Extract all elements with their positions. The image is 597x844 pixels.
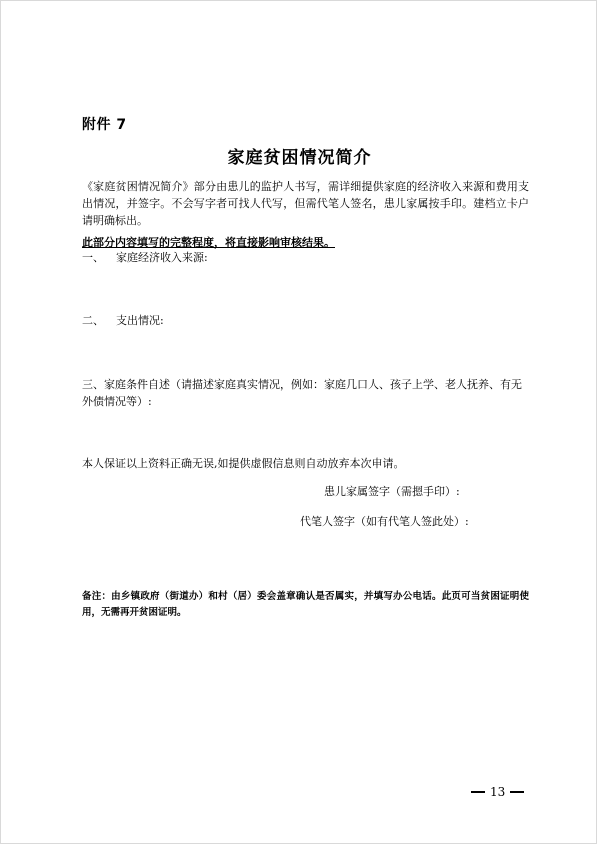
section-family-description: 三、家庭条件自述（请描述家庭真实情况，例如：家庭几口人、孩子上学、老人抚养、有无外债情况等）: (82, 378, 522, 408)
section-number: 一、 (82, 251, 104, 264)
attachment-label: 附件 7 (82, 117, 127, 133)
page-number-value: 13 (490, 785, 506, 799)
intro-paragraph: 《家庭贫困情况简介》部分由患儿的监护人书写，需详细提供家庭的经济收入来源和费用支出情况，并签字。不会写字者可找人代写，但需代笔人签名，患儿家属按手印。建档立卡户请明确标出。 (82, 180, 529, 227)
document-title: 家庭贫困情况简介 (227, 148, 372, 168)
family-signature-label: 患儿家属签字（需摁手印）: (324, 485, 460, 498)
pledge-statement: 本人保证以上资料正确无误,如提供虚假信息则自动放弃本次申请。 (82, 457, 405, 470)
completeness-warning: 此部分内容填写的完整程度，将直接影响审核结果。 (82, 236, 335, 249)
remarks-note: 备注：由乡镇政府（街道办）和村（居）委会盖章确认是否属实，并填写办公电话。此页可当贫困证明使用，无需再开贫困证明。 (82, 591, 529, 618)
proxy-signature-label: 代笔人签字（如有代笔人签此处）: (300, 515, 469, 528)
section-number: 二、 (82, 314, 104, 327)
section-label: 支出情况: (116, 314, 164, 327)
section-income (82, 249, 208, 266)
section-expenses (82, 312, 164, 329)
section-label: 家庭经济收入来源: (116, 251, 208, 264)
dash-right (510, 791, 524, 793)
page-number (466, 785, 529, 799)
dash-left (471, 791, 485, 793)
